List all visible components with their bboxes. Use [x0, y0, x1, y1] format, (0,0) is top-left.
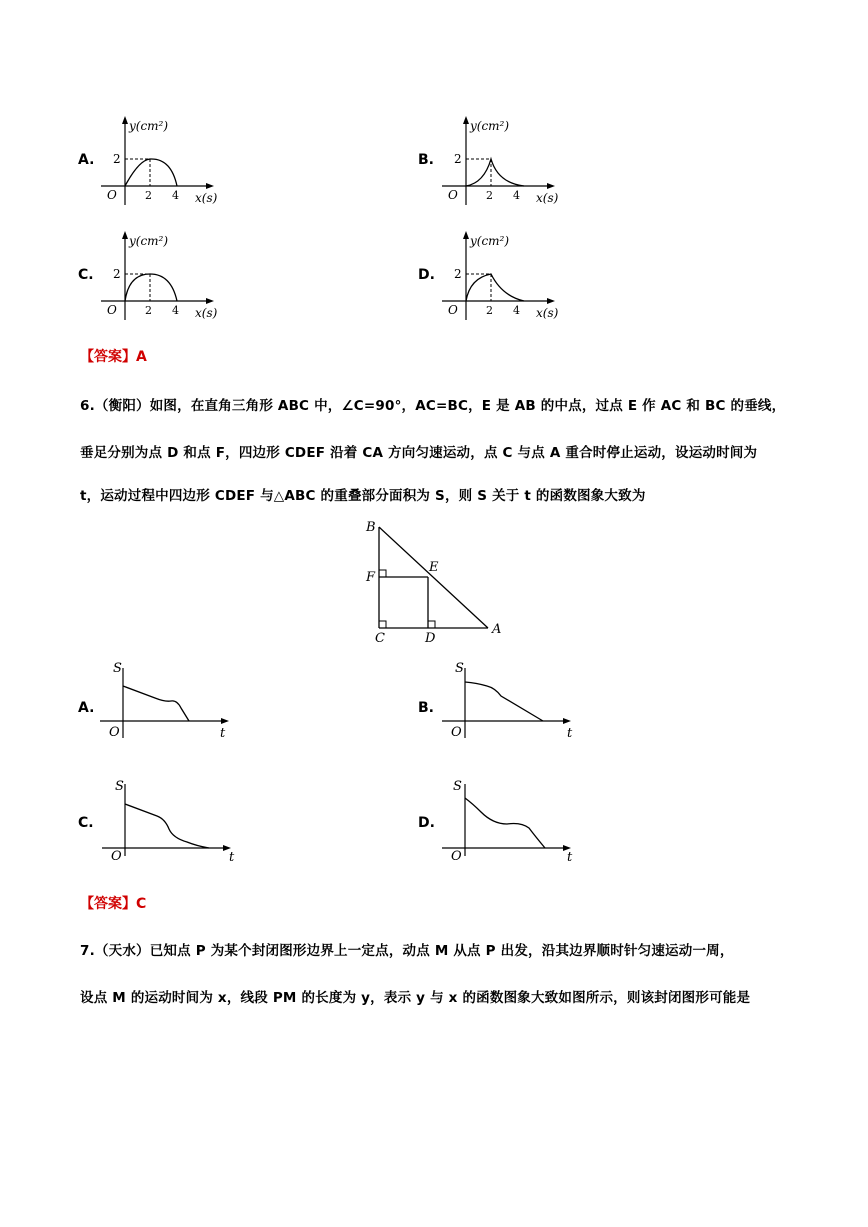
q6-line-1: 6.（衡阳）如图，在直角三角形 ABC 中，∠C=90°，AC=BC，E 是 AB 的中点，过点 E 作 AC 和 BC 的垂线，: [80, 398, 786, 414]
q6-option-d-graph: [437, 774, 587, 864]
x-tick-4: 4: [172, 189, 179, 202]
q6-option-d-label: D.: [418, 815, 435, 831]
x-axis-label: x(s): [195, 191, 218, 205]
vertex-c: C: [375, 631, 385, 646]
function-curve: [123, 686, 189, 721]
y-axis-label: y(cm²): [470, 234, 510, 248]
q6-option-a-label: A.: [78, 700, 95, 716]
q6-option-b-label: B.: [418, 700, 434, 716]
x-tick-2: 2: [486, 189, 493, 202]
q6-option-a-graph: [95, 658, 245, 743]
function-curve: [466, 159, 524, 186]
q7-line-1: 7.（天水）已知点 P 为某个封闭图形边界上一定点，动点 M 从点 P 出发，沿其边界顺时针匀速运动一周，: [80, 943, 734, 959]
function-curve: [125, 159, 177, 186]
function-curve: [465, 798, 545, 848]
y-axis-label: y(cm²): [470, 119, 510, 133]
q6-line-3: t，运动过程中四边形 CDEF 与△ABC 的重叠部分面积为 S，则 S 关于 t 的函数图象大致为: [80, 488, 646, 504]
q5-option-a-graph: [95, 113, 225, 213]
origin-label: O: [107, 188, 117, 202]
x-tick-2: 2: [145, 304, 152, 317]
q7-line-2: 设点 M 的运动时间为 x，线段 PM 的长度为 y，表示 y 与 x 的函数图象大致如图所示，则该封闭图形可能是: [80, 990, 751, 1006]
q5-option-b-graph: [436, 113, 566, 213]
x-tick-4: 4: [513, 304, 520, 317]
y-axis-label: S: [115, 779, 124, 794]
vertex-e: E: [429, 560, 439, 575]
q6-option-c-graph: [97, 774, 247, 864]
vertex-f: F: [366, 570, 376, 585]
function-curve: [125, 804, 209, 848]
y-axis-label: y(cm²): [129, 234, 169, 248]
x-axis-label: x(s): [536, 306, 559, 320]
vertex-d: D: [425, 631, 436, 646]
origin-label: O: [448, 303, 458, 317]
q5-option-b-label: B.: [418, 152, 434, 168]
x-tick-2: 2: [486, 304, 493, 317]
q6-triangle-figure: [355, 515, 515, 650]
x-axis-label: t: [567, 850, 573, 864]
q6-option-b-graph: [437, 658, 587, 743]
y-axis-label: S: [453, 779, 462, 794]
x-axis-label: x(s): [536, 191, 559, 205]
q5-answer: 【答案】A: [80, 349, 147, 365]
x-axis-label: t: [567, 726, 573, 741]
vertex-a: A: [492, 622, 502, 637]
y-tick-2: 2: [113, 267, 121, 281]
q5-option-c-label: C.: [78, 267, 94, 283]
origin-label: O: [451, 849, 462, 864]
q5-option-a-label: A.: [78, 152, 95, 168]
q6-option-c-label: C.: [78, 815, 94, 831]
function-curve: [465, 682, 543, 721]
q6-answer: 【答案】C: [80, 896, 147, 912]
q5-option-c-graph: [95, 228, 225, 328]
q6-line-2: 垂足分别为点 D 和点 F，四边形 CDEF 沿着 CA 方向匀速运动，点 C 与点 A 重合时停止运动，设运动时间为: [80, 445, 758, 461]
y-axis-label: S: [455, 661, 464, 676]
function-curve: [466, 274, 524, 301]
y-tick-2: 2: [113, 152, 121, 166]
origin-label: O: [111, 849, 122, 864]
q5-option-d-label: D.: [418, 267, 435, 283]
x-tick-2: 2: [145, 189, 152, 202]
x-tick-4: 4: [172, 304, 179, 317]
x-axis-label: t: [229, 850, 235, 864]
q5-option-d-graph: [436, 228, 566, 328]
x-axis-label: t: [220, 726, 226, 741]
y-tick-2: 2: [454, 152, 462, 166]
vertex-b: B: [366, 520, 376, 535]
origin-label: O: [107, 303, 117, 317]
origin-label: O: [451, 725, 462, 740]
function-curve: [125, 274, 177, 301]
y-axis-label: y(cm²): [129, 119, 169, 133]
origin-label: O: [448, 188, 458, 202]
y-tick-2: 2: [454, 267, 462, 281]
origin-label: O: [109, 725, 120, 740]
y-axis-label: S: [113, 661, 122, 676]
x-axis-label: x(s): [195, 306, 218, 320]
x-tick-4: 4: [513, 189, 520, 202]
